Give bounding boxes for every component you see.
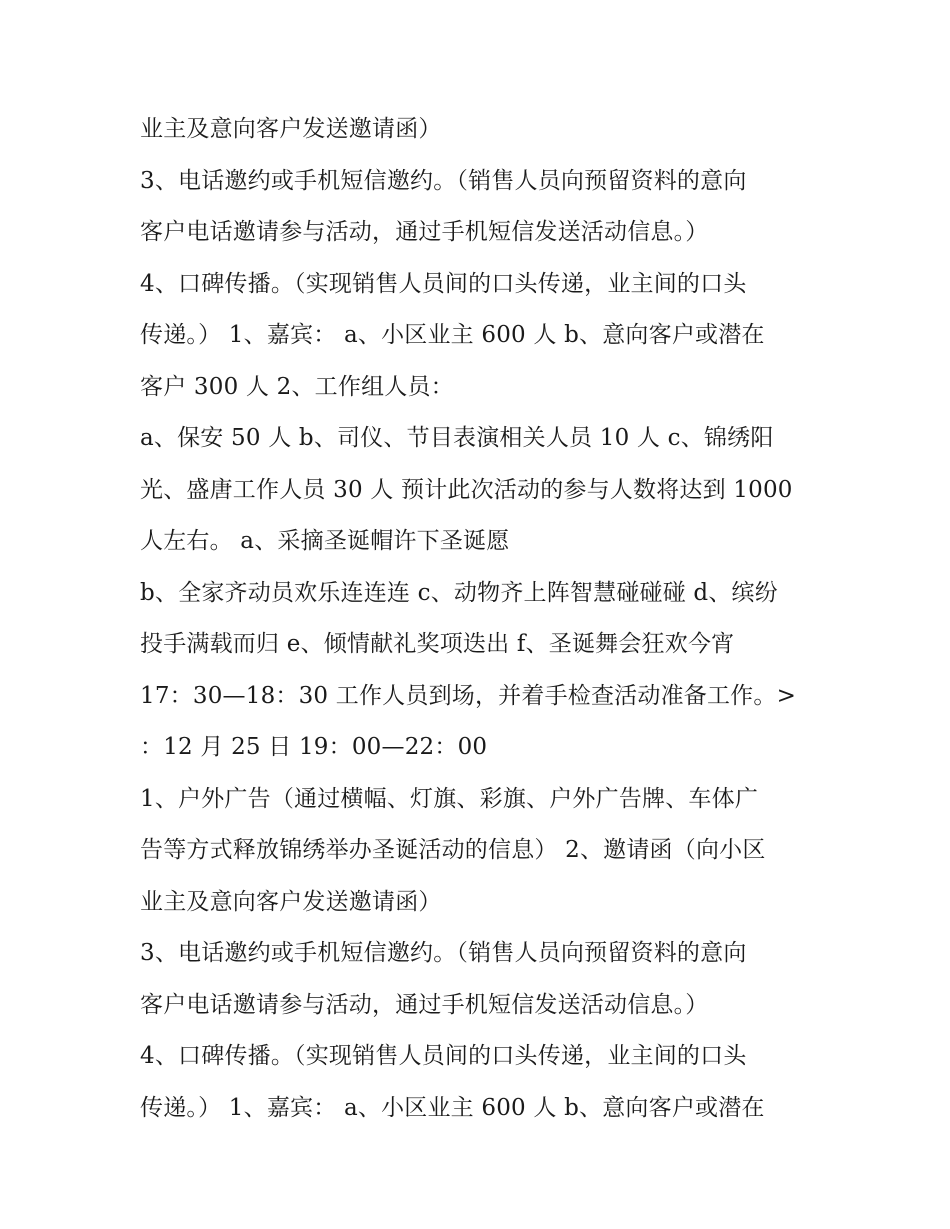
- text-line: 投手满载而归 e、倾情献礼奖项迭出 f、圣诞舞会狂欢今宵: [140, 631, 735, 657]
- text-line: 人左右。 a、采摘圣诞帽许下圣诞愿: [140, 528, 510, 554]
- text-line: ：12 月 25 日 19：00—22：00: [140, 734, 488, 760]
- text-line: 客户电话邀请参与活动，通过手机短信发送活动信息。）: [140, 219, 709, 245]
- text-line: 3、电话邀约或手机短信邀约。（销售人员向预留资料的意向: [140, 167, 747, 194]
- text-line: a、保安 50 人 b、司仪、节目表演相关人员 10 人 c、锦绣阳: [140, 425, 774, 451]
- text-line: 3、电话邀约或手机短信邀约。（销售人员向预留资料的意向: [140, 940, 747, 966]
- text-line: 传递。） 1、嘉宾： a、小区业主 600 人 b、意向客户或潜在: [140, 1094, 765, 1121]
- text-line: 17：30—18：30 工作人员到场，并着手检查活动准备工作。>: [140, 682, 797, 709]
- text-line: 客户 300 人 2、工作组人员：: [140, 373, 454, 400]
- document-body: [140, 104, 830, 1134]
- text-line: 传递。） 1、嘉宾： a、小区业主 600 人 b、意向客户或潜在: [140, 322, 765, 348]
- text-line: 4、口碑传播。（实现销售人员间的口头传递，业主间的口头: [140, 1043, 747, 1069]
- text-line: 光、盛唐工作人员 30 人 预计此次活动的参与人数将达到 1000: [140, 476, 793, 503]
- text-line: 告等方式释放锦绣举办圣诞活动的信息） 2、邀请函（向小区: [140, 837, 766, 863]
- text-line: 业主及意向客户发送邀请函）: [140, 116, 442, 142]
- text-line: 客户电话邀请参与活动，通过手机短信发送活动信息。）: [140, 991, 709, 1018]
- text-line: 4、口碑传播。（实现销售人员间的口头传递，业主间的口头: [140, 270, 747, 297]
- text-line: b、全家齐动员欢乐连连连 c、动物齐上阵智慧碰碰碰 d、缤纷: [140, 579, 778, 606]
- text-line: 业主及意向客户发送邀请函）: [140, 888, 442, 915]
- text-line: 1、户外广告（通过横幅、灯旗、彩旗、户外广告牌、车体广: [140, 785, 759, 812]
